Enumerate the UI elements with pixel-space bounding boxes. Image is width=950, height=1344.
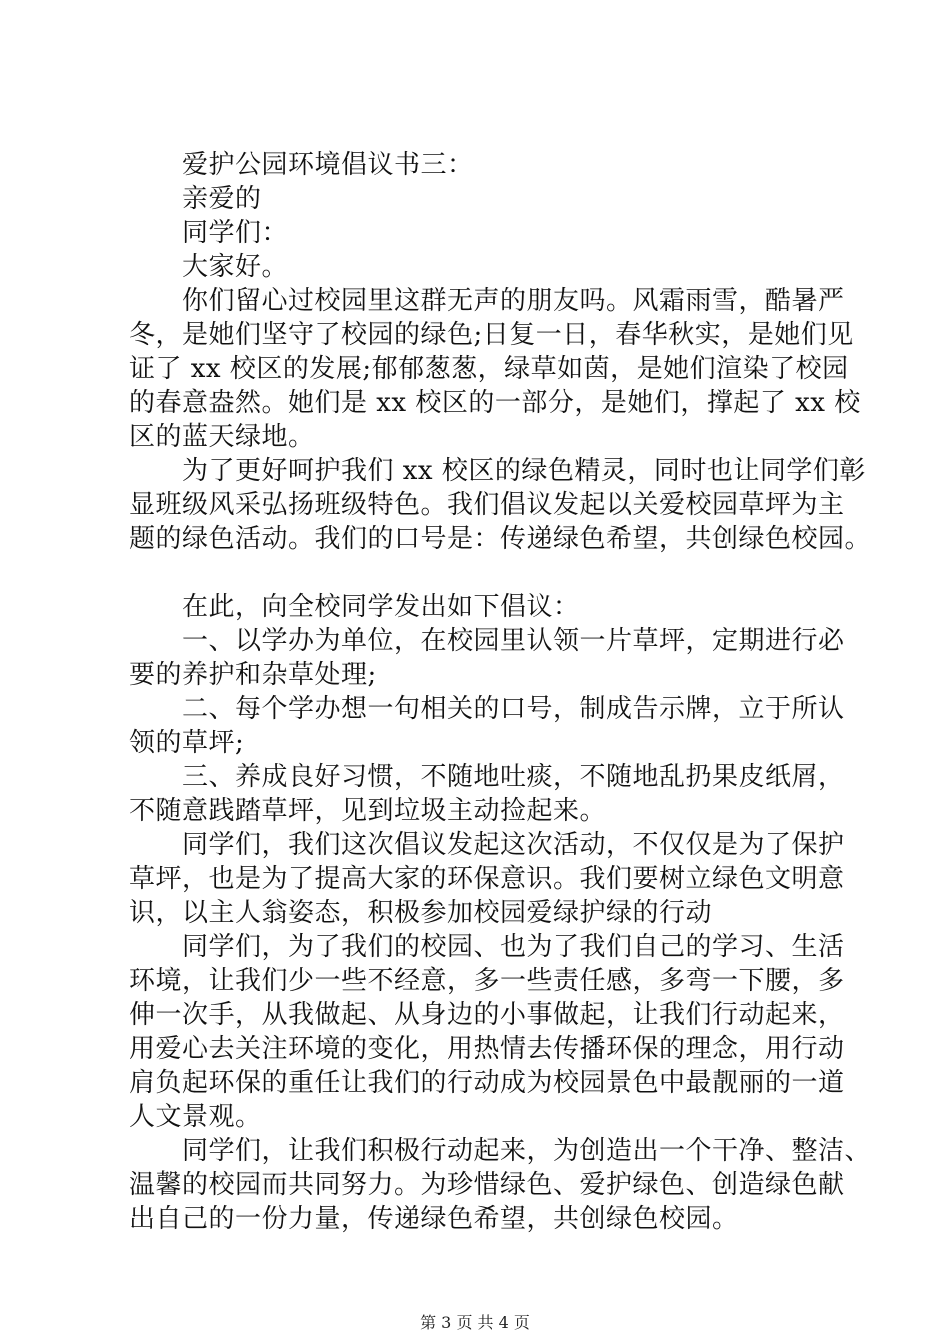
text-line: 在此，向全校同学发出如下倡议：	[129, 592, 580, 622]
text-line: 爱护公园环境倡议书三：	[129, 150, 474, 180]
text-line: 领的草坪;	[129, 728, 245, 758]
text-line: 温馨的校园而共同努力。为珍惜绿色、爱护绿色、创造绿色献	[129, 1170, 845, 1200]
text-line: 同学们，我们这次倡议发起这次活动，不仅仅是为了保护	[129, 830, 845, 860]
text-line: 证了 xx 校区的发展;郁郁葱葱，绿草如茵，是她们渲染了校园	[129, 354, 849, 384]
text-line: 肩负起环保的重任让我们的行动成为校园景色中最靓丽的一道	[129, 1068, 845, 1098]
text-line: 同学们：	[129, 218, 289, 248]
text-line: 伸一次手，从我做起、从身边的小事做起，让我们行动起来，	[129, 1000, 845, 1030]
text-line: 冬，是她们坚守了校园的绿色;日复一日，春华秋实，是她们见	[129, 320, 854, 350]
text-line: 大家好。	[129, 252, 289, 282]
document-body	[129, 148, 872, 1236]
text-line: 同学们，让我们积极行动起来，为创造出一个干净、整洁、	[129, 1136, 872, 1166]
text-line: 区的蓝天绿地。	[129, 422, 315, 452]
text-line: 同学们，为了我们的校园、也为了我们自己的学习、生活	[129, 932, 845, 962]
text-line: 为了更好呵护我们 xx 校区的绿色精灵，同时也让同学们彰	[129, 456, 866, 486]
text-line: 人文景观。	[129, 1102, 262, 1132]
text-line: 环境，让我们少一些不经意，多一些责任感，多弯一下腰，多	[129, 966, 845, 996]
text-line: 二、每个学办想一句相关的口号，制成告示牌，立于所认	[129, 694, 845, 724]
text-line: 显班级风采弘扬班级特色。我们倡议发起以关爱校园草坪为主	[129, 490, 845, 520]
text-line: 亲爱的	[129, 184, 262, 214]
text-line: 的春意盎然。她们是 xx 校区的一部分，是她们，撑起了 xx 校	[129, 388, 861, 418]
text-line: 一、以学办为单位，在校园里认领一片草坪，定期进行必	[129, 626, 845, 656]
blank-line	[129, 556, 857, 590]
text-line: 题的绿色活动。我们的口号是：传递绿色希望，共创绿色校园。	[129, 524, 872, 554]
text-line: 三、养成良好习惯，不随地吐痰，不随地乱扔果皮纸屑，	[129, 762, 845, 792]
text-line: 你们留心过校园里这群无声的朋友吗。风霜雨雪，酷暑严	[129, 286, 845, 316]
text-line: 草坪，也是为了提高大家的环保意识。我们要树立绿色文明意	[129, 864, 845, 894]
text-line: 不随意践踏草坪，见到垃圾主动捡起来。	[129, 796, 607, 826]
text-line: 要的养护和杂草处理;	[129, 660, 377, 690]
text-line: 出自己的一份力量，传递绿色希望，共创绿色校园。	[129, 1204, 739, 1234]
text-line: 识，以主人翁姿态，积极参加校园爱绿护绿的行动	[129, 898, 713, 928]
text-line: 用爱心去关注环境的变化，用热情去传播环保的理念，用行动	[129, 1034, 845, 1064]
page-footer: 第 3 页 共 4 页	[420, 1313, 530, 1332]
